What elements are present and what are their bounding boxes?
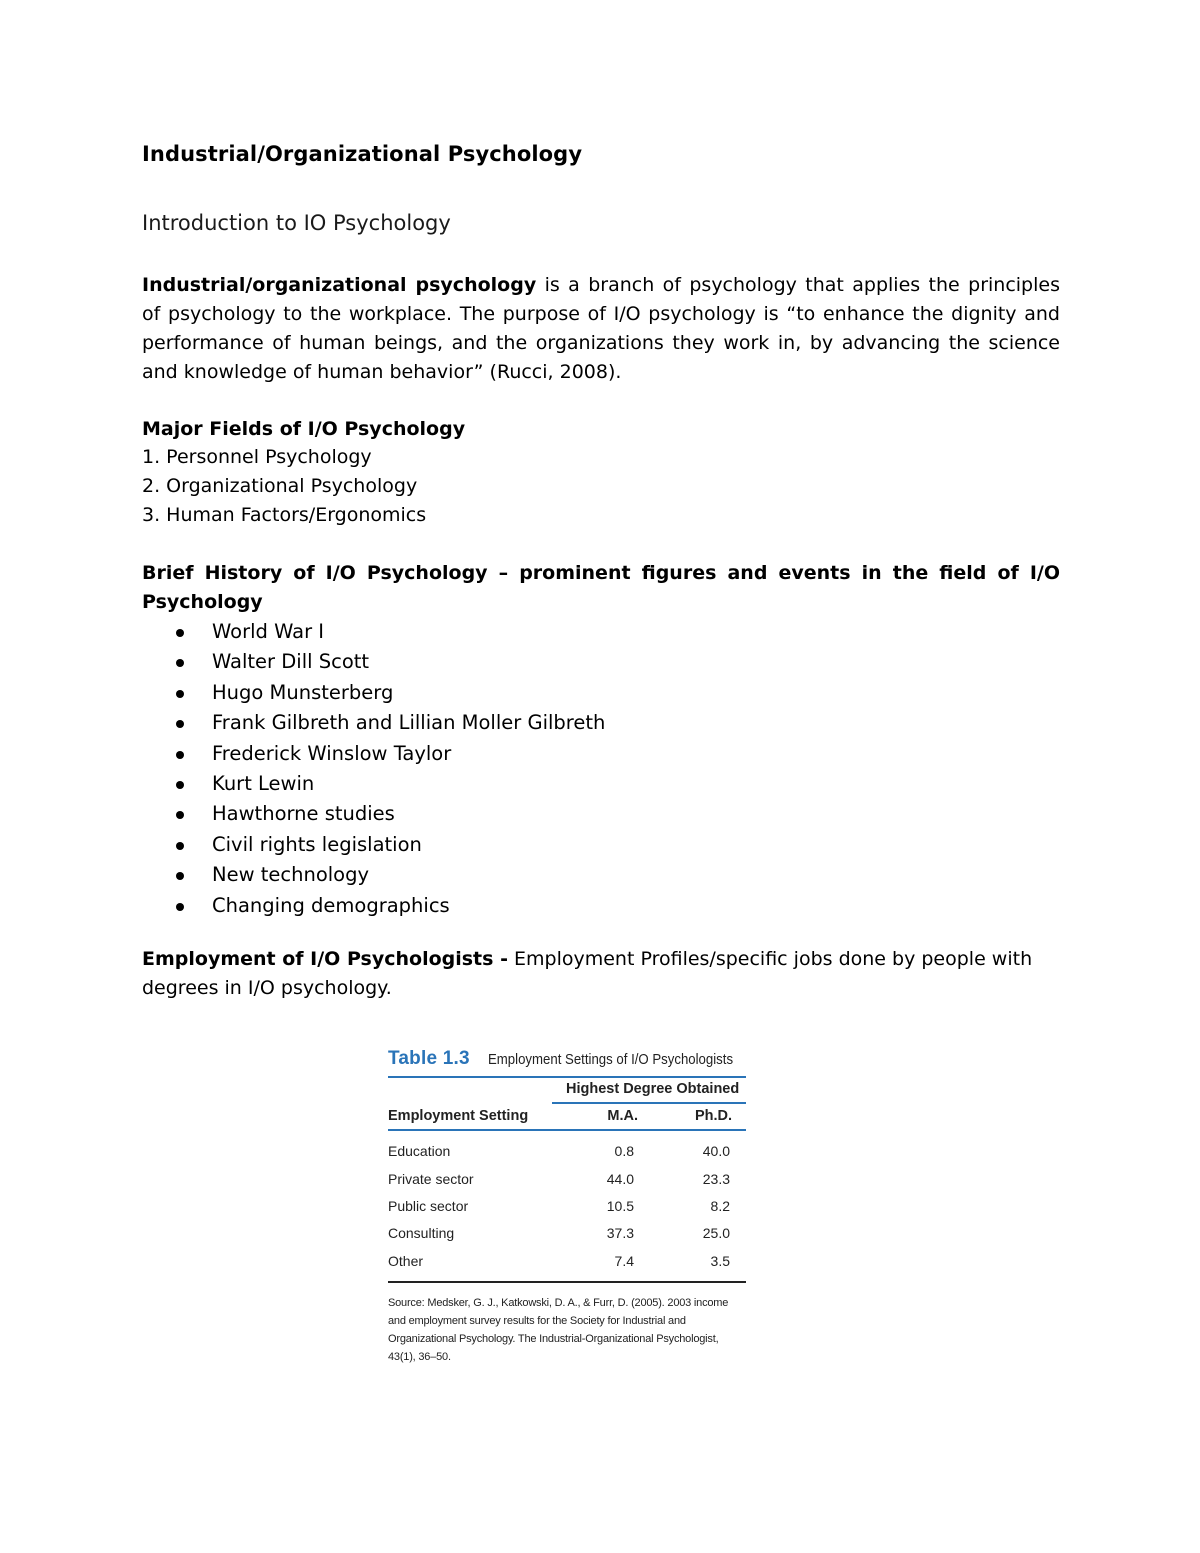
list-item: 2. Organizational Psychology [142, 475, 418, 497]
table-title: Employment Settings of I/O Psychologists [487, 1051, 733, 1068]
list-item-label: Hawthorne studies [212, 802, 395, 826]
column-header: Ph.D. [694, 1108, 732, 1124]
table-cell: 7.4 [614, 1253, 634, 1269]
list-item [142, 769, 605, 799]
table-cell: 23.3 [702, 1171, 730, 1187]
table-caption [388, 1048, 766, 1070]
bullet-icon [176, 720, 184, 728]
list-item-label: Frank Gilbreth and Lillian Moller Gilbreth [212, 711, 606, 735]
fields-list [142, 443, 426, 530]
list-item: 1. Personnel Psychology [142, 446, 372, 468]
list-item [142, 891, 605, 921]
list-item [142, 799, 605, 829]
table-cell: 10.5 [606, 1198, 634, 1214]
list-item [142, 678, 605, 708]
table-top-rule [388, 1076, 746, 1078]
list-item [142, 647, 605, 677]
list-item-label: Walter Dill Scott [212, 650, 370, 674]
table-source-note: Source: Medsker, G. J., Katkowski, D. A., & Furr, D. (2005). 2003 income and employment survey results for the Society for Industrial and Organizational Psychology. The Industrial-Organizational Psychologist, 43(1), 36–50. [388, 1297, 729, 1363]
list-item [142, 830, 605, 860]
intro-term: Industrial/organizational psychology [142, 274, 537, 296]
table-cell: 37.3 [606, 1225, 634, 1241]
history-heading: Brief History of I/O Psychology – prominent figures and events in the field of I/O Psychology [142, 562, 1060, 613]
bullet-icon [176, 781, 184, 789]
table-cell: 25.0 [702, 1225, 730, 1241]
list-item [142, 860, 605, 890]
history-list [142, 617, 605, 921]
table-cell: Public sector [388, 1198, 469, 1214]
list-item-label: Civil rights legislation [212, 832, 422, 856]
list-item: 3. Human Factors/Ergonomics [142, 504, 427, 526]
bullet-icon [176, 872, 184, 880]
bullet-icon [176, 903, 184, 911]
table-cell: Education [388, 1143, 451, 1159]
table-cell: Private sector [388, 1171, 474, 1187]
employment-term: Employment of I/O Psychologists - [142, 948, 508, 970]
group-header-rule [552, 1102, 746, 1104]
table-bottom-rule [388, 1281, 746, 1283]
list-item [142, 708, 605, 738]
list-item-label: Frederick Winslow Taylor [212, 741, 452, 765]
group-header: Highest Degree Obtained [566, 1081, 740, 1097]
page-title: Industrial/Organizational Psychology [142, 142, 583, 166]
employment-table-figure [388, 1048, 748, 1363]
table-cell: Consulting [388, 1225, 455, 1241]
intro-text: is a branch of psychology that applies the principles of psychology to the workplace. The purpose of I/O psychology is “to enhance the dignity and performance of human beings, and the organizations they work in, by advancing the science and knowledge of human behavior” (Rucci, 2008). [142, 274, 1060, 383]
bullet-icon [176, 659, 184, 667]
table-cell: Other [388, 1253, 424, 1269]
list-item-label: World War I [212, 620, 325, 643]
list-item-label: New technology [212, 863, 370, 887]
table-cell: 0.8 [614, 1143, 634, 1159]
bullet-icon [176, 690, 184, 698]
table-cell: 40.0 [702, 1143, 730, 1159]
bullet-icon [176, 629, 184, 637]
employment-paragraph [142, 945, 1060, 1003]
list-item-label: Kurt Lewin [212, 772, 315, 796]
table-cell: 8.2 [710, 1198, 730, 1214]
fields-heading: Major Fields of I/O Psychology [142, 418, 466, 440]
bullet-icon [176, 842, 184, 850]
list-item [142, 739, 605, 769]
column-header: Employment Setting [388, 1108, 529, 1124]
intro-paragraph [142, 271, 1060, 387]
table-label: Table 1.3 [388, 1048, 470, 1069]
list-item [142, 617, 605, 647]
column-header: M.A. [607, 1108, 638, 1124]
bullet-icon [176, 811, 184, 819]
list-item-label: Changing demographics [212, 893, 450, 917]
header-bottom-rule [388, 1129, 746, 1131]
employment-text: Employment Profiles/specific jobs done by people with degrees in I/O psychology. [142, 948, 1033, 999]
table-cell: 44.0 [606, 1171, 634, 1187]
table-cell: 3.5 [710, 1253, 730, 1269]
list-item-label: Hugo Munsterberg [212, 680, 394, 704]
section-subtitle: Introduction to IO Psychology [142, 211, 451, 235]
bullet-icon [176, 751, 184, 759]
